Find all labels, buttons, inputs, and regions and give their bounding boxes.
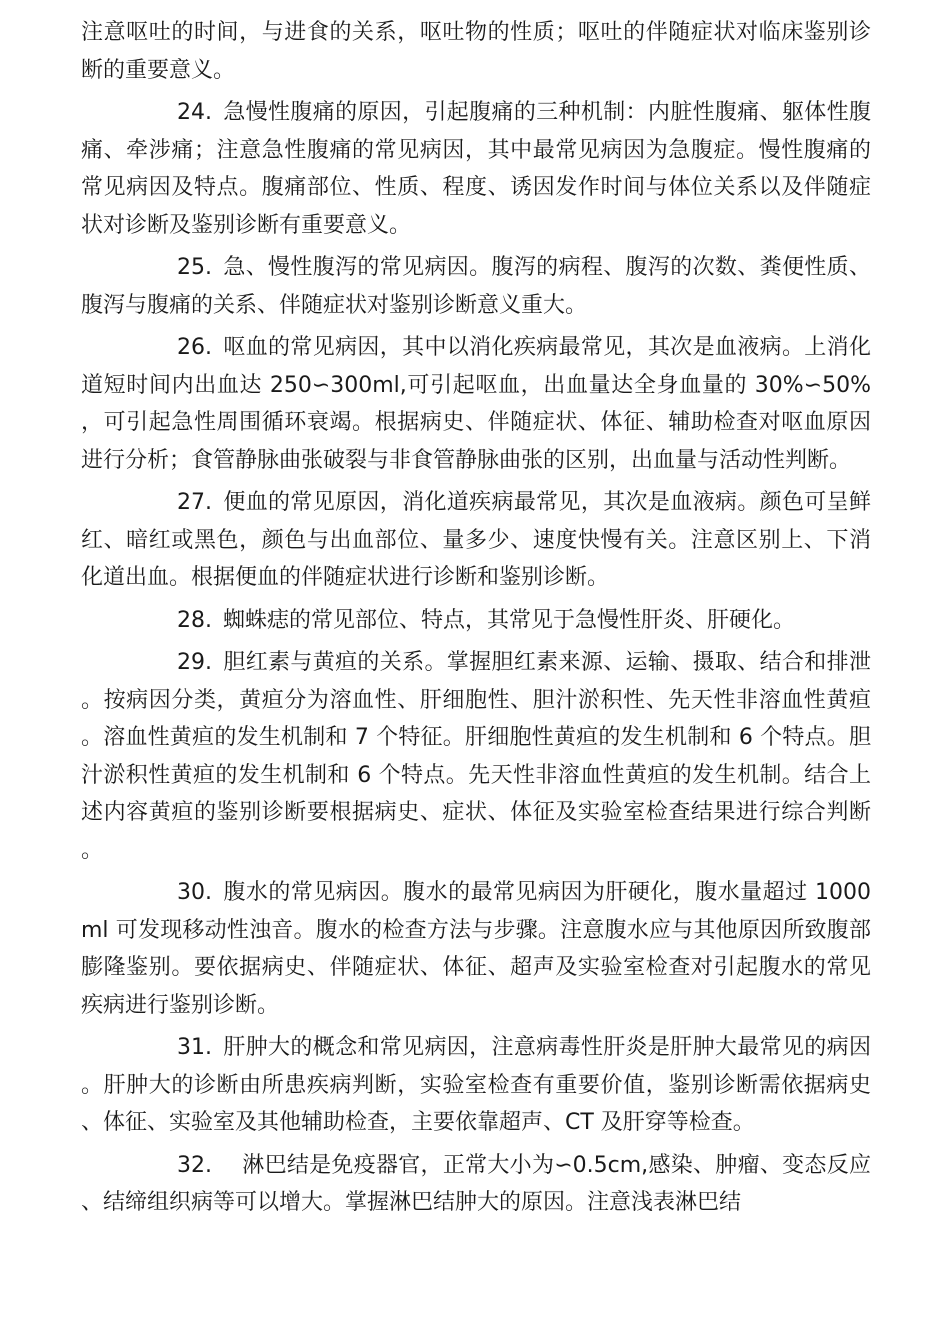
- paragraph-text: 便血的常见原因，消化道疾病最常见，其次是血液病。颜色可呈鲜红、暗红或黑色，颜色与出血部位、量多少、速度快慢有关。注意区别上、下消化道出血。根据便血的伴随症状进行诊断和鉴别诊断。: [81, 490, 871, 590]
- paragraph-number: 31.: [177, 1035, 212, 1060]
- paragraph-24: [81, 94, 871, 244]
- paragraph-32: [81, 1147, 871, 1222]
- paragraph-text: 腹水的常见病因。腹水的最常见病因为肝硬化，腹水量超过 1000ml 可发现移动性浊音。腹水的检查方法与步骤。注意腹水应与其他原因所致腹部膨隆鉴别。要依据病史、伴随症状、体征、超声及实验室检查对引起腹水的常见疾病进行鉴别诊断。: [81, 880, 871, 1018]
- paragraph-number: 28.: [177, 607, 212, 633]
- paragraph-text: 蜘蛛痣的常见部位、特点，其常见于急慢性肝炎、肝硬化。: [223, 607, 796, 633]
- paragraph-31: [81, 1029, 871, 1142]
- paragraph-30: [81, 874, 871, 1024]
- paragraph-number: 24.: [177, 100, 212, 125]
- paragraph-text: 急、慢性腹泻的常见病因。腹泻的病程、腹泻的次数、粪便性质、腹泻与腹痛的关系、伴随症状对鉴别诊断意义重大。: [81, 255, 871, 318]
- paragraph-number: 25.: [177, 255, 212, 280]
- paragraph-number: 29.: [177, 650, 212, 675]
- paragraph-27: [81, 484, 871, 597]
- paragraph-number: 26.: [177, 335, 212, 360]
- paragraph-26: [81, 329, 871, 479]
- paragraph-continued: [81, 14, 871, 89]
- paragraph-29: [81, 644, 871, 869]
- paragraph-text: 急慢性腹痛的原因，引起腹痛的三种机制：内脏性腹痛、躯体性腹痛、牵涉痛；注意急性腹痛的常见病因，其中最常见病因为急腹症。慢性腹痛的常见病因及特点。腹痛部位、性质、程度、诱因发作时间与体位关系以及伴随症状对诊断及鉴别诊断有重要意义。: [81, 100, 871, 238]
- paragraph-text: 胆红素与黄疸的关系。掌握胆红素来源、运输、摄取、结合和排泄。按病因分类，黄疸分为溶血性、肝细胞性、胆汁淤积性、先天性非溶血性黄疸。溶血性黄疸的发生机制和 7 个特征。肝细胞性黄疸的发生机制和 6 个特点。胆汁淤积性黄疸的发生机制和 6 个特点。先天性非溶血性黄疸的发生机制。结合上述内容黄疸的鉴别诊断要根据病史、症状、体征及实验室检查结果进行综合判断。: [81, 650, 871, 863]
- paragraph-text: 注意呕吐的时间，与进食的关系，呕吐物的性质；呕吐的伴随症状对临床鉴别诊断的重要意义。: [81, 20, 871, 83]
- document-page: [81, 14, 871, 1222]
- paragraph-text: 淋巴结是免疫器官，正常大小为∽0.5cm,感染、肿瘤、变态反应、结缔组织病等可以增大。掌握淋巴结肿大的原因。注意浅表淋巴结: [81, 1152, 871, 1215]
- paragraph-text: 肝肿大的概念和常见病因，注意病毒性肝炎是肝肿大最常见的病因。肝肿大的诊断由所患疾病判断，实验室检查有重要价值，鉴别诊断需依据病史、体征、实验室及其他辅助检查，主要依靠超声、CT 及肝穿等检查。: [81, 1035, 871, 1135]
- paragraph-number: 32.: [177, 1152, 212, 1178]
- paragraph-text: 呕血的常见病因，其中以消化疾病最常见，其次是血液病。上消化道短时间内出血达 250∽300ml,可引起呕血，出血量达全身血量的 30%∽50%，可引起急性周围循环衰竭。根据病史、伴随症状、体征、辅助检查对呕血原因进行分析；食管静脉曲张破裂与非食管静脉曲张的区别，出血量与活动性判断。: [81, 335, 871, 473]
- paragraph-number: 27.: [177, 490, 212, 515]
- paragraph-28: [81, 602, 871, 640]
- paragraph-number: 30.: [177, 880, 212, 905]
- paragraph-25: [81, 249, 871, 324]
